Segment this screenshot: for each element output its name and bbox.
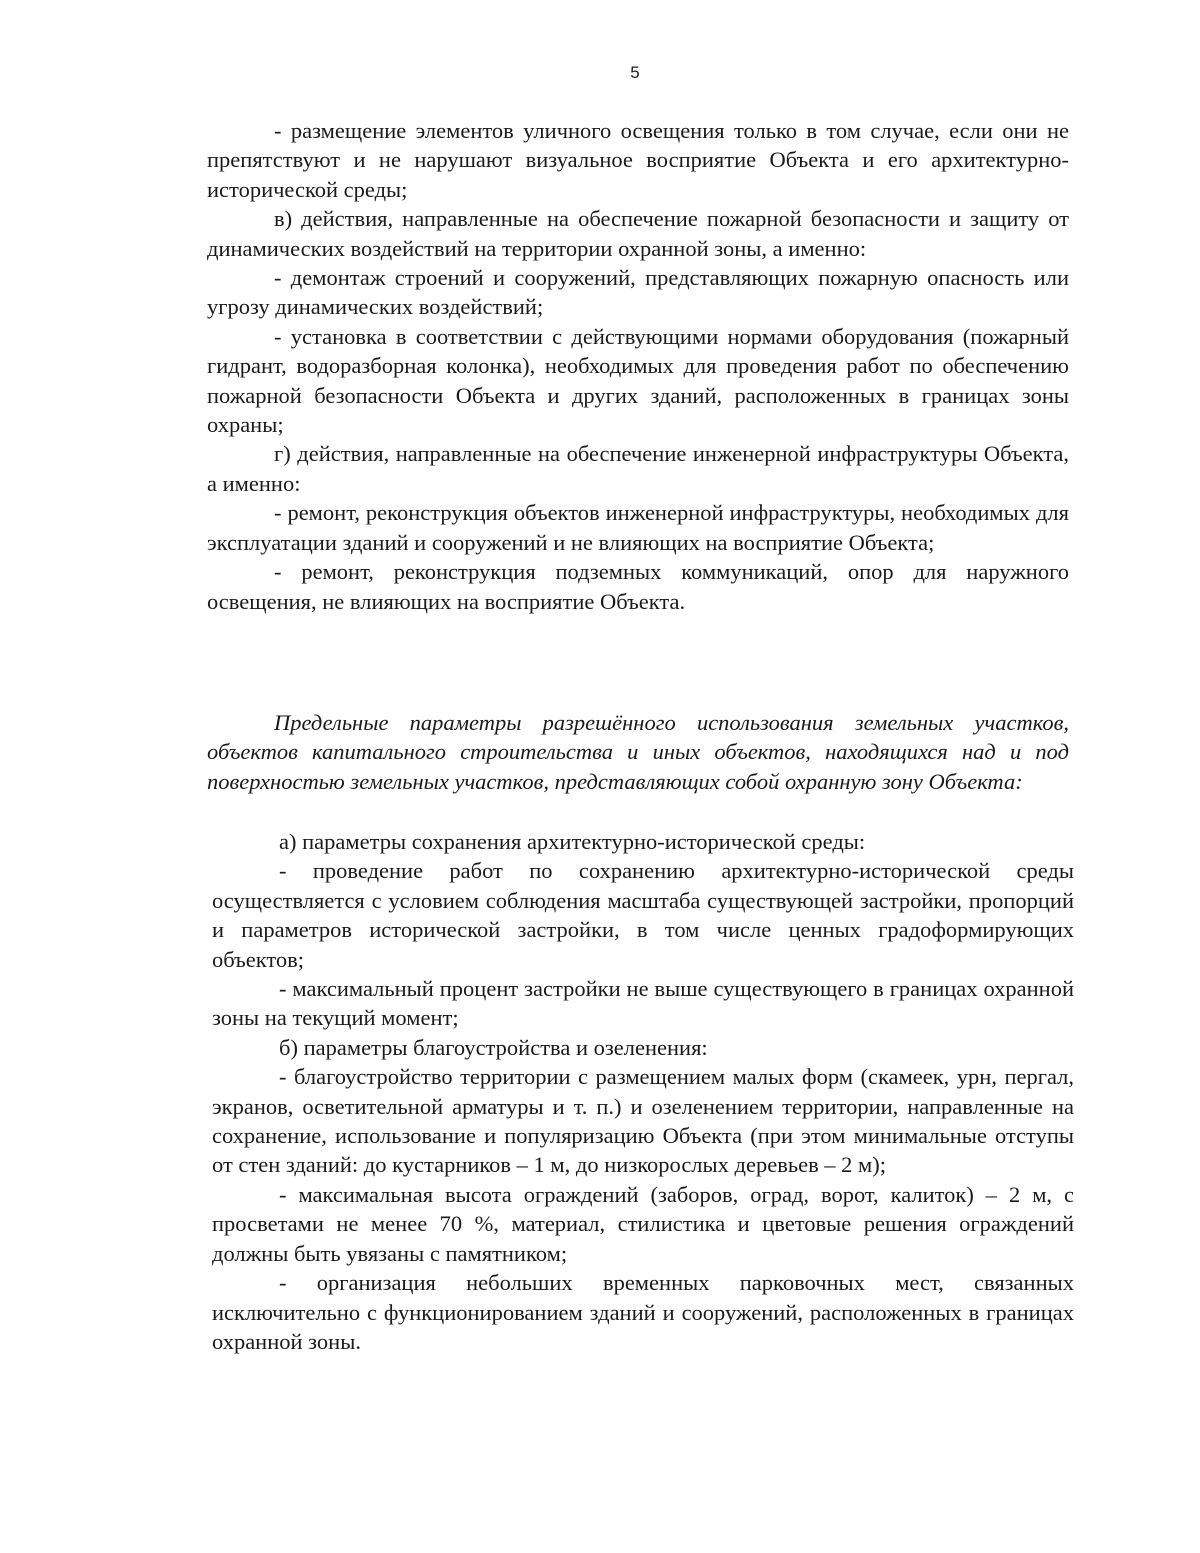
paragraph: - установка в соответствии с действующими нормами оборудования (пожарный гидрант, водоразборная колонка), необходимых для проведения работ по обеспечению пожарной безопасности Объекта и других зданий, расположенных в границах зоны охраны; [207, 323, 1069, 438]
paragraph: - демонтаж строений и сооружений, представляющих пожарную опасность или угрозу динамических воздействий; [207, 265, 1069, 320]
section-heading: Предельные параметры разрешённого использования земельных участков, объектов капитального строительства и иных объектов, находящихся над и под поверхностью земельных участков, представляющих собой охранную зону Объекта: [207, 710, 1069, 794]
paragraph: - организация небольших временных парковочных мест, связанных исключительно с функционированием зданий и сооружений, расположенных в границах охранной зоны. [212, 1270, 1074, 1354]
paragraph: - ремонт, реконструкция объектов инженерной инфраструктуры, необходимых для эксплуатации зданий и сооружений и не влияющих на восприятие Объекта; [207, 500, 1069, 555]
paragraph: - проведение работ по сохранению архитектурно-исторической среды осуществляется с условием соблюдения масштаба существующей застройки, пропорций и параметров исторической застройки, в том числе ценных градоформирующих объектов; [212, 858, 1074, 972]
paragraph: г) действия, направленные на обеспечение инженерной инфраструктуры Объекта, а именно: [207, 441, 1069, 496]
section-heading-block [207, 708, 1069, 796]
paragraph: - максимальный процент застройки не выше существующего в границах охранной зоны на текущий момент; [212, 976, 1074, 1031]
paragraph: - благоустройство территории с размещением малых форм (скамеек, урн, пергал, экранов, осветительной арматуры и т. п.) и озеленением территории, направленные на сохранение, использование и популяризацию Объекта (при этом минимальные отступы от стен зданий: до кустарников – 1 м, до низкорослых деревьев – 2 м); [212, 1064, 1074, 1178]
page-number: 5 [630, 63, 640, 82]
paragraph: - ремонт, реконструкция подземных коммуникаций, опор для наружного освещения, не влияющих на восприятие Объекта. [207, 559, 1069, 614]
paragraph: б) параметры благоустройства и озеленения: [279, 1034, 708, 1060]
section-permitted-actions [207, 116, 1069, 616]
paragraph: - размещение элементов уличного освещения только в том случае, если они не препятствуют и не нарушают визуальное восприятие Объекта и его архитектурно-исторической среды; [207, 118, 1069, 202]
paragraph: в) действия, направленные на обеспечение пожарной безопасности и защиту от динамических воздействий на территории охранной зоны, а именно: [207, 206, 1069, 261]
section-limit-parameters [212, 827, 1074, 1356]
paragraph: - максимальная высота ограждений (заборов, оград, ворот, калиток) – 2 м, с просветами не менее 70 %, материал, стилистика и цветовые решения ограждений должны быть увязаны с памятником; [212, 1181, 1074, 1266]
paragraph: а) параметры сохранения архитектурно-исторической среды: [279, 829, 866, 854]
